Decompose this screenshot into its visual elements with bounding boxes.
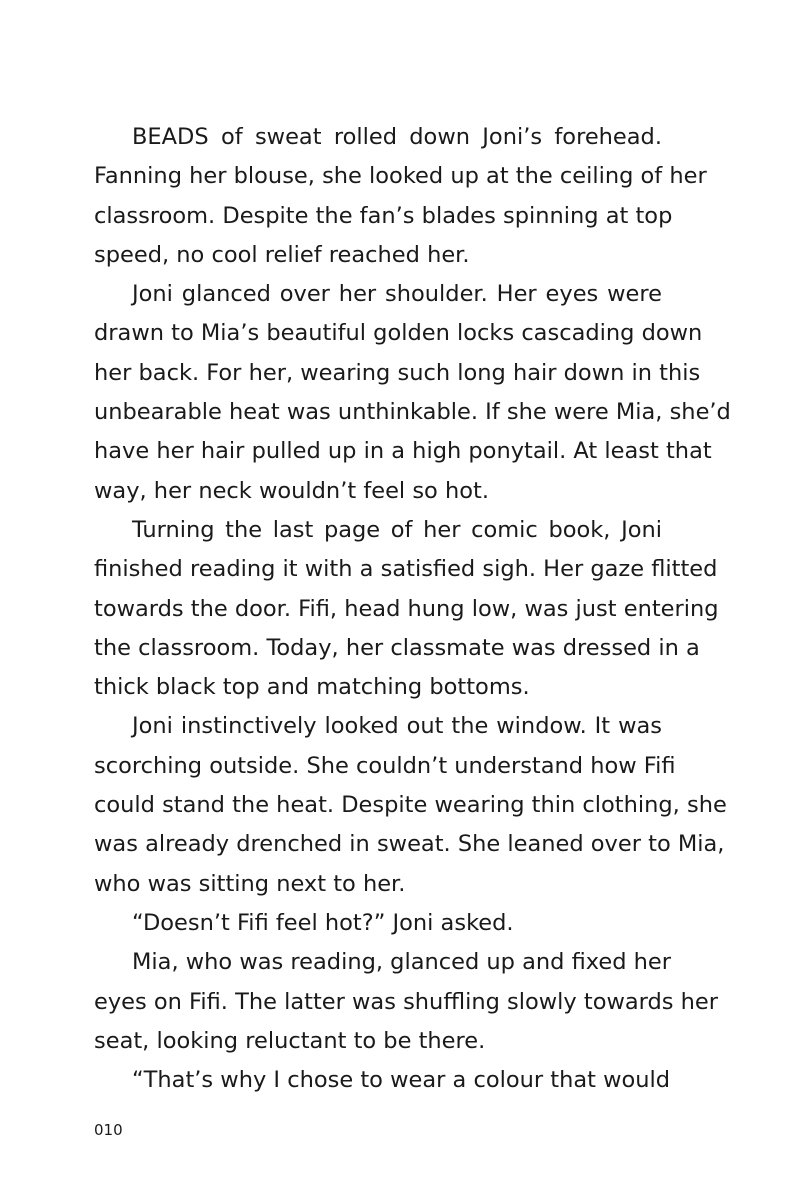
text-line: could stand the heat. Despite wearing thin clothing, she [94,792,727,819]
text-line: who was sitting next to her. [94,870,406,897]
text-line: eyes on Fifi. The latter was shuffling slowly towards her [94,988,719,1015]
text-line: thick black top and matching bottoms. [94,674,530,701]
text-line: speed, no cool relief reached her. [94,241,470,268]
page-number: 010 [94,1121,123,1139]
text-line: seat, looking reluctant to be there. [94,1027,486,1054]
text-line: her back. For her, wearing such long hair down in this [94,359,701,386]
text-line: Mia, who was reading, glanced up and fixed her [132,949,672,976]
text-line: Joni instinctively looked out the window. It was [132,713,662,740]
body-text [94,118,731,1100]
text-line: was already drenched in sweat. She leaned over to Mia, [94,831,725,858]
text-line: way, her neck wouldn’t feel so hot. [94,477,489,504]
text-line: finished reading it with a satisfied sigh. Her gaze flitted [94,556,718,583]
text-line: Turning the last page of her comic book, Joni [132,516,662,543]
text-line: classroom. Despite the fan’s blades spinning at top [94,202,673,229]
text-line: Joni glanced over her shoulder. Her eyes were [132,281,662,308]
text-line: unbearable heat was unthinkable. If she were Mia, she’d [94,399,731,426]
text-line: “That’s why I chose to wear a colour that would [132,1067,671,1094]
text-line: scorching outside. She couldn’t understand how Fifi [94,752,676,779]
text-line: the classroom. Today, her classmate was dressed in a [94,634,700,661]
text-line: “Doesn’t Fifi feel hot?” Joni asked. [132,909,514,936]
text-line: drawn to Mia’s beautiful golden locks cascading down [94,320,703,347]
text-line: have her hair pulled up in a high ponytail. At least that [94,438,712,465]
text-line: towards the door. Fifi, head hung low, was just entering [94,595,719,622]
text-line: Fanning her blouse, she looked up at the ceiling of her [94,163,707,190]
text-line: BEADS of sweat rolled down Joni’s forehead. [132,124,662,150]
